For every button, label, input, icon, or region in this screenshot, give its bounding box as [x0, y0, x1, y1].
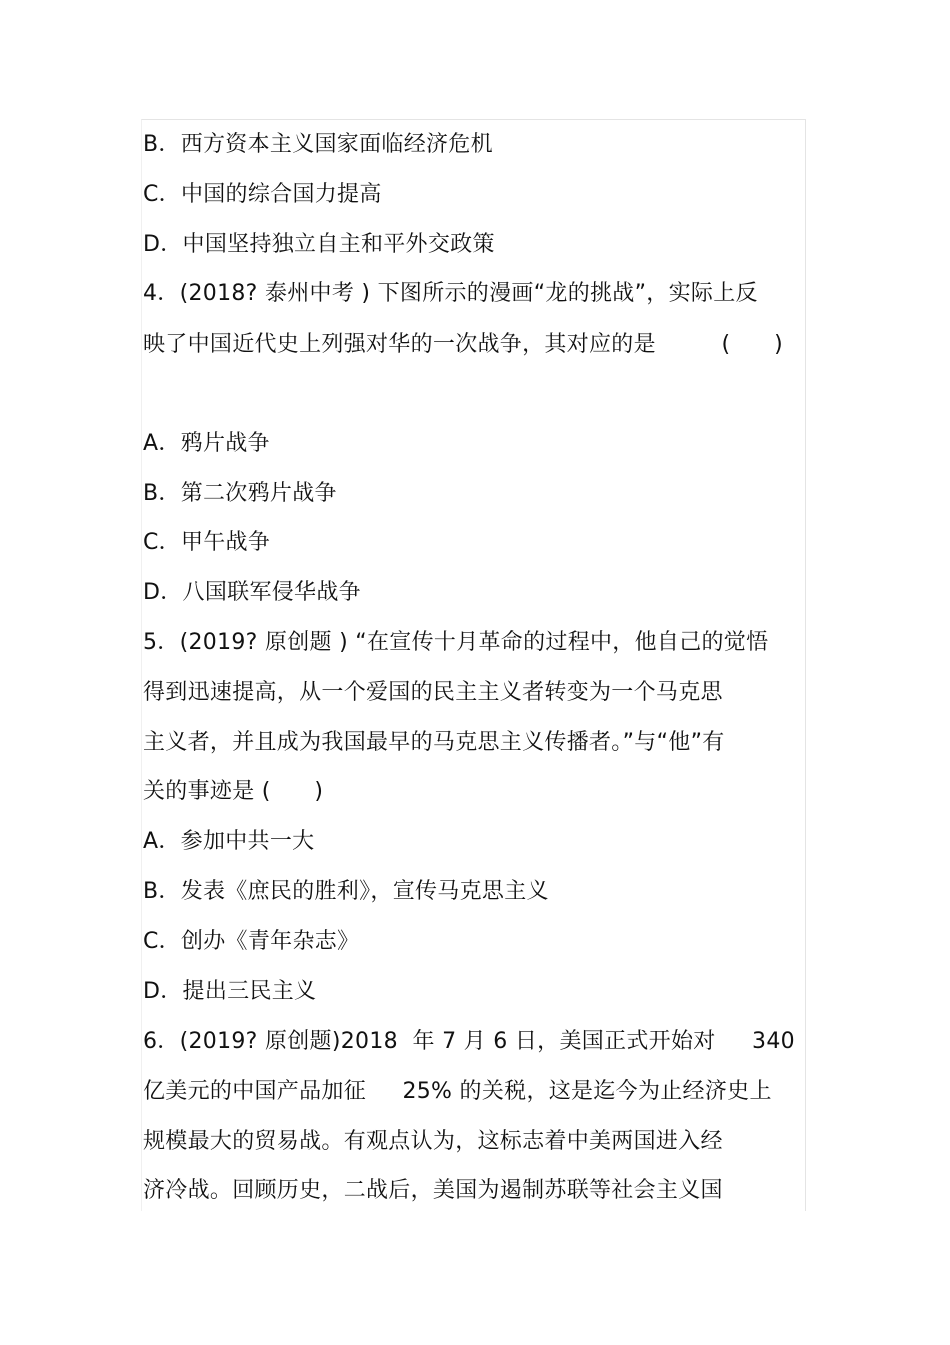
question-6-line-1: 6．(2019? 原创题)2018 年 7 月 6 日，美国正式开始对 340 — [143, 1029, 795, 1054]
option-5c: C．创办《青年杂志》 — [143, 929, 360, 954]
question-4-line-1: 4．(2018? 泰州中考 ) 下图所示的漫画“龙的挑战”，实际上反 — [143, 281, 758, 306]
question-6-line-4: 济冷战。回顾历史，二战后，美国为遏制苏联等社会主义国 — [143, 1178, 723, 1203]
option-4d: D．八国联军侵华战争 — [143, 580, 361, 605]
option-5d: D．提出三民主义 — [143, 979, 317, 1004]
question-6-line-3: 规模最大的贸易战。有观点认为，这标志着中美两国进入经 — [143, 1129, 723, 1154]
option-4c: C．甲午战争 — [143, 530, 271, 555]
option-4a: A．鸦片战争 — [143, 431, 270, 456]
option-3c: C．中国的综合国力提高 — [143, 182, 382, 207]
question-4-line-2: 映了中国近代史上列强对华的一次战争，其对应的是 ( ) — [143, 332, 784, 357]
option-4b: B．第二次鸦片战争 — [143, 481, 337, 506]
question-5-line-4: 关的事迹是 ( ) — [143, 779, 324, 804]
question-5-line-1: 5．(2019? 原创题 ) “在宣传十月革命的过程中，他自己的觉悟 — [143, 630, 769, 655]
option-5b: B．发表《庶民的胜利》，宣传马克思主义 — [143, 879, 549, 904]
question-6-line-2: 亿美元的中国产品加征 25% 的关税，这是迄今为止经济史上 — [143, 1079, 772, 1104]
question-5-line-3: 主义者，并且成为我国最早的马克思主义传播者。”与“他”有 — [143, 730, 725, 755]
question-5-line-2: 得到迅速提高，从一个爱国的民主主义者转变为一个马克思 — [143, 680, 723, 705]
option-3d: D．中国坚持独立自主和平外交政策 — [143, 232, 495, 257]
option-3b: B．西方资本主义国家面临经济危机 — [143, 132, 493, 157]
option-5a: A．参加中共一大 — [143, 829, 315, 854]
